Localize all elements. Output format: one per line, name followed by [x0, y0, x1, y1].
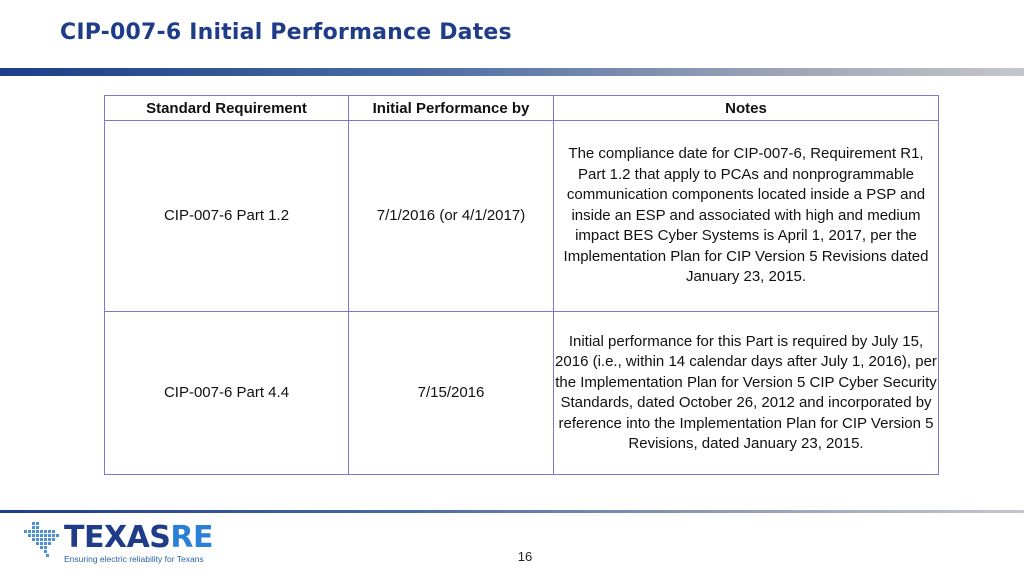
texas-map-icon — [22, 520, 62, 566]
notes-cell: Initial performance for this Part is required by July 15, 2016 (i.e., within 14 calendar days after July 1, 2016), per the Implementation Plan for Version 5 CIP Cyber Security Standards, dated October 26, 2012 and incorporated by reference into the Implementation Plan for CIP Version 5 Revisions, dated January 23, 2015. — [554, 312, 939, 475]
logo-tagline: Ensuring electric reliability for Texans — [64, 554, 204, 564]
slide-title: CIP-007-6 Initial Performance Dates — [60, 20, 512, 45]
title-divider — [0, 68, 1024, 76]
texas-re-logo — [22, 520, 212, 566]
logo-wordmark — [64, 520, 213, 556]
performance-date-cell: 7/15/2016 — [349, 312, 554, 475]
notes-cell: The compliance date for CIP-007-6, Requirement R1, Part 1.2 that apply to PCAs and nonprogrammable communication components located inside a PSP and inside an ESP and associated with high and medium impact BES Cyber Systems is April 1, 2017, per the Implementation Plan for CIP Version 5 Revisions dated January 23, 2015. — [554, 121, 939, 312]
header-standard-requirement: Standard Requirement — [105, 96, 349, 121]
table-row — [105, 121, 939, 312]
page-number: 16 — [517, 549, 533, 564]
logo-word-accent: RE — [170, 520, 214, 555]
header-initial-performance: Initial Performance by — [349, 96, 554, 121]
logo-word-main: TEXAS — [64, 520, 171, 555]
table-header-row — [105, 96, 939, 121]
header-notes: Notes — [554, 96, 939, 121]
requirement-cell: CIP-007-6 Part 4.4 — [105, 312, 349, 475]
performance-date-cell: 7/1/2016 (or 4/1/2017) — [349, 121, 554, 312]
table-row — [105, 312, 939, 475]
requirement-cell: CIP-007-6 Part 1.2 — [105, 121, 349, 312]
requirements-table — [104, 95, 939, 475]
footer-divider — [0, 510, 1024, 513]
